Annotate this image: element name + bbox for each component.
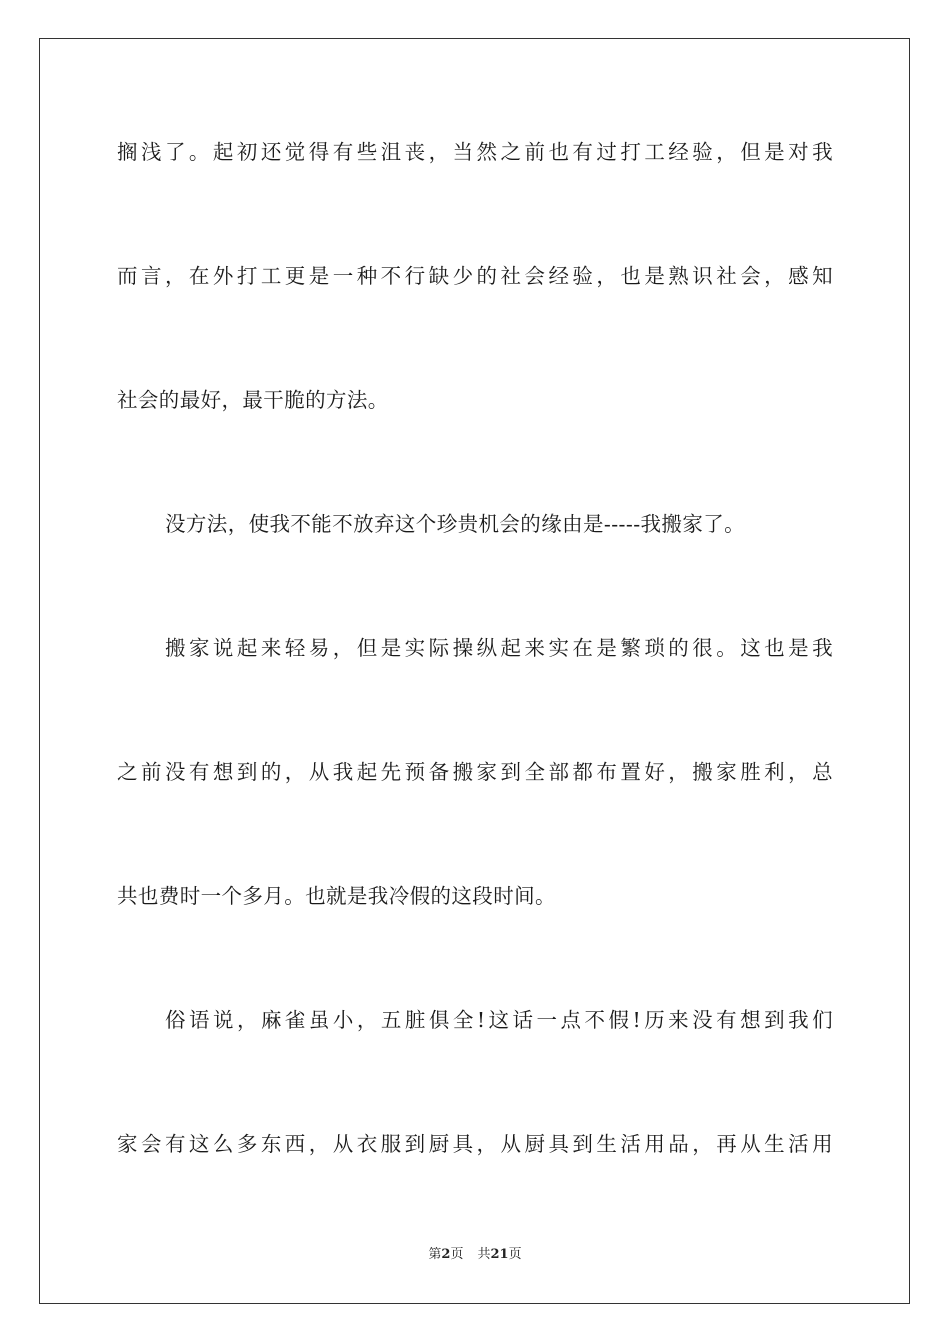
- text-line-8: 俗语说，麻雀虽小，五脏俱全!这话一点不假!历来没有想到我们: [165, 1008, 833, 1032]
- total-prefix: 共: [477, 1247, 491, 1262]
- text-line-6: 之前没有想到的，从我起先预备搬家到全部都布置好，搬家胜利，总: [117, 760, 833, 784]
- page-number: 2: [441, 1247, 451, 1262]
- text-line-1: 搁浅了。起初还觉得有些沮丧，当然之前也有过打工经验，但是对我: [117, 140, 833, 164]
- total-pages: 21: [490, 1247, 509, 1262]
- page-footer: [0, 1246, 950, 1264]
- text-line-5: 搬家说起来轻易，但是实际操纵起来实在是繁琐的很。这也是我: [165, 636, 833, 660]
- page-frame: [39, 38, 910, 1304]
- page-prefix: 第: [428, 1247, 442, 1262]
- page-suffix: 页: [450, 1247, 464, 1262]
- text-line-4: 没方法，使我不能不放弃这个珍贵机会的缘由是-----我搬家了。: [165, 512, 746, 536]
- text-line-9: 家会有这么多东西，从衣服到厨具，从厨具到生活用品，再从生活用: [117, 1132, 833, 1156]
- total-suffix: 页: [508, 1247, 522, 1262]
- text-line-2: 而言，在外打工更是一种不行缺少的社会经验，也是熟识社会，感知: [117, 264, 833, 288]
- text-line-3: 社会的最好，最干脆的方法。: [117, 388, 389, 412]
- text-line-7: 共也费时一个多月。也就是我冷假的这段时间。: [117, 884, 556, 908]
